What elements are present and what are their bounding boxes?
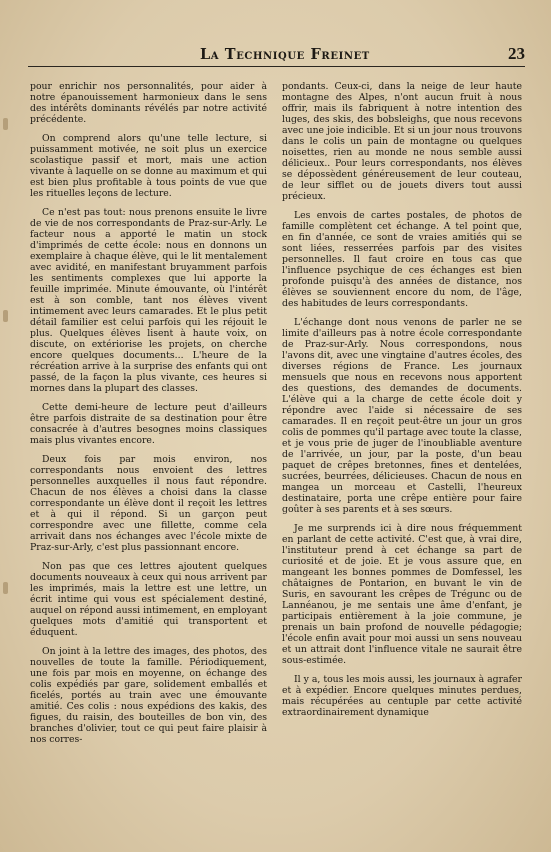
paragraph: Il y a, tous les mois aussi, les journaux à agrafer et à expédier. Encore quelques minutes perdues, mais récupérées au centuple par cette activité extraordinairement dynamique: [282, 674, 522, 718]
page-header: [28, 44, 525, 67]
paragraph: Ce n'est pas tout: nous prenons ensuite le livre de vie de nos correspondants de Praz-sur-Arly. Le facteur nous a apporté le matin un stock d'imprimés de cette école: nous en donnons un exemplaire à chaque élève, qui le lit mentalement avec avidité, en manifestant bruyamment parfois les sentiments complexes que lui apporte la feuille imprimée. Minute émouvante, où l'intérêt est à son comble, tant nos élèves vivent intimement avec leurs camarades. Et le plus petit détail familier est celui parfois qui les réjouit le plus. Quelques élèves lisent à haute voix, on discute, on extériorise les projets, on cherche encore quelques documents... L'heure de la récréation arrive à la surprise des enfants qui ont passé, de la façon la plus vivante, ces heures si mornes dans la plupart des classes.: [30, 207, 267, 394]
left-column: [30, 81, 267, 745]
paragraph: On comprend alors qu'une telle lecture, si puissamment motivée, ne soit plus un exercice scolastique passif et mort, mais une action vivante à laquelle on se donne au maximum et qui est bien plus profitable à tous points de vue que les rituelles leçons de lecture.: [30, 133, 267, 199]
paragraph: Non pas que ces lettres ajoutent quelques documents nouveaux à ceux qui nous arrivent par les imprimés, mais la lettre est une lettre, un écrit intime qui vous est spécialement destiné, auquel on répond aussi intimement, en employant quelques mots d'amitié qui transportent et éduquent.: [30, 561, 267, 638]
paragraph: L'échange dont nous venons de parler ne se limite d'ailleurs pas à notre école correspondante de Praz-sur-Arly. Nous correspondons, nous l'avons dit, avec une vingtaine d'autres écoles, des diverses régions de France. Les journaux mensuels que nous en recevons nous apportent des questions, des demandes de documents. L'élève qui a la charge de cette école doit y répondre avec l'aide si nécessaire de ses camarades. Il en reçoit peut-être un jour un gros colis de pommes qu'il partage avec toute la classe, et je vous prie de juger de l'inoubliable aventure de l'arrivée, un jour, par la poste, d'un beau paquet de crêpes bretonnes, fines et dentelées, sucrées, beurrées, délicieuses. Chacun de nous en mangea un morceau et Castelli, l'heureux destinataire, porta une crêpe entière pour faire goûter à ses parents et à ses sœurs.: [282, 317, 522, 515]
paragraph: Cette demi-heure de lecture peut d'ailleurs être parfois distraite de sa destination pour être consacrée à d'autres besognes moins classiques mais plus vivantes encore.: [30, 402, 267, 446]
binding-hole: [3, 310, 8, 322]
right-column: [282, 81, 522, 718]
paragraph: Deux fois par mois environ, nos correspondants nous envoient des lettres personnelles auxquelles il nous faut répondre. Chacun de nos élèves a choisi dans la classe correspondante un élève dont il reçoit les lettres et à qui il répond. Si un garçon peut correspondre avec une fillette, comme cela arrivait dans nos échanges avec l'école mixte de Praz-sur-Arly, c'est plus passionnant encore.: [30, 454, 267, 553]
paragraph: Les envois de cartes postales, de photos de famille complètent cet échange. A tel point que, en fin d'année, ce sont de vraies amitiés qui se sont liées, resserrées parfois par des visites personnelles. Il faut croire en tous cas que l'influence psychique de ces échanges est bien profonde puisqu'à des années de distance, nos élèves se souviennent encore du nom, de l'âge, des habitudes de leurs correspondants.: [282, 210, 522, 309]
running-title: La Technique Freinet: [200, 46, 370, 63]
paragraph: pondants. Ceux-ci, dans la neige de leur haute montagne des Alpes, n'ont aucun fruit à nous offrir, mais ils fabriquent à notre intention des luges, des skis, des bobsleighs, que nous recevons avec une joie indicible. Et si un jour nous trouvons dans le colis un pain de montagne ou quelques noisettes, rien au monde ne nous semble aussi délicieux.. Pour leurs correspondants, nos élèves se dépossèdent généreusement de leur couteau, de leur sifflet ou de jouets divers tout aussi précieux.: [282, 81, 522, 202]
paragraph: On joint à la lettre des images, des photos, des nouvelles de toute la famille. Périodiquement, une fois par mois en moyenne, on échange des colis expédiés par gare, solidement emballés et ficelés, portés au train avec une émouvante amitié. Ces colis : nous expédions des kakis, des figues, du raisin, des bouteilles de bon vin, des branches d'olivier, tout ce qui peut faire plaisir à nos corres-: [30, 646, 267, 745]
paragraph: Je me surprends ici à dire nous fréquemment en parlant de cette activité. C'est que, à vrai dire, l'instituteur prend à cet échange sa part de curiosité et de joie. Et je vous assure que, en mangeant les bonnes pommes de Domfessel, les châtaignes de Pontarion, en buvant le vin de Suris, en savourant les crêpes de Trégunc ou de Lannéanou, je me sentais une âme d'enfant, je participais entièrement à la joie commune, je prenais un bain profond de nouvelle pédagogie; l'école enfin avait pour moi aussi un sens nouveau et un attrait dont l'influence vitale ne saurait être sous-estimée.: [282, 523, 522, 666]
binding-hole: [3, 118, 8, 130]
paragraph: pour enrichir nos personnalités, pour aider à notre épanouissement harmonieux dans le sens des intérêts dominants révélés par notre activité précédente.: [30, 81, 267, 125]
binding-hole: [3, 582, 8, 594]
page-number: 23: [508, 44, 525, 63]
